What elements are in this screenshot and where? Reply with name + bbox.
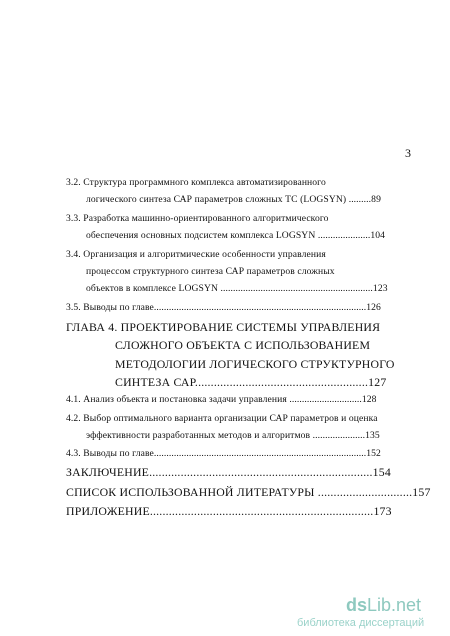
toc-entry-3-4-line3: объектов в комплексе LOGSYN .............................................................123 xyxy=(86,283,388,294)
toc-entry-3-2-line1: 3.2. Структура программного комплекса автоматизированного xyxy=(66,177,326,188)
toc-entry-4-2-line2: эффективности разработанных методов и алгоритмов .....................135 xyxy=(86,430,380,441)
page-number: 3 xyxy=(405,146,411,160)
toc-chapter-4-line3: МЕТОДОЛОГИИ ЛОГИЧЕСКОГО СТРУКТУРНОГО xyxy=(115,357,395,371)
toc-entry-4-1: 4.1. Анализ объекта и постановка задачи управления .............................128 xyxy=(66,394,377,405)
toc-entry-3-2-line2: логического синтеза САР параметров сложных ТС (LOGSYN) .........89 xyxy=(86,194,381,205)
toc-entry-3-4-line1: 3.4. Организация и алгоритмические особенности управления xyxy=(66,249,326,260)
toc-appendix: ПРИЛОЖЕНИЕ.......................................................................173 xyxy=(66,504,392,518)
toc-entry-3-4-line2: процессом структурного синтеза САР параметров сложных xyxy=(86,266,335,277)
toc-chapter-4-line1: ГЛАВА 4. ПРОЕКТИРОВАНИЕ СИСТЕМЫ УПРАВЛЕНИЯ xyxy=(66,320,381,334)
toc-entry-3-3-line2: обеспечения основных подсистем комплекса LOGSYN .....................104 xyxy=(86,230,386,241)
toc-entry-4-3: 4.3. Выводы по главе.....................................................................................152 xyxy=(66,448,381,459)
watermark-logo xyxy=(346,595,421,616)
watermark-logo-rest: Lib.net xyxy=(367,595,422,615)
toc-entry-3-5: 3.5. Выводы по главе.....................................................................................126 xyxy=(66,302,381,313)
toc-entry-4-2-line1: 4.2. Выбор оптимального варианта организации САР параметров и оценка xyxy=(66,413,378,424)
toc-bibliography: СПИСОК ИСПОЛЬЗОВАННОЙ ЛИТЕРАТУРЫ ..............................157 xyxy=(66,485,431,499)
toc-entry-3-3-line1: 3.3. Разработка машинно-ориентированного алгоритмического xyxy=(66,213,329,224)
toc-chapter-4-line2: СЛОЖНОГО ОБЪЕКТА С ИСПОЛЬЗОВАНИЕМ xyxy=(115,338,371,352)
toc-chapter-4-line4: СИНТЕЗА САР.......................................................127 xyxy=(115,375,387,389)
toc-conclusion: ЗАКЛЮЧЕНИЕ.......................................................................154 xyxy=(66,465,391,479)
watermark-subtitle: библиотека диссертаций xyxy=(297,617,425,629)
watermark-logo-prefix: ds xyxy=(346,595,368,615)
